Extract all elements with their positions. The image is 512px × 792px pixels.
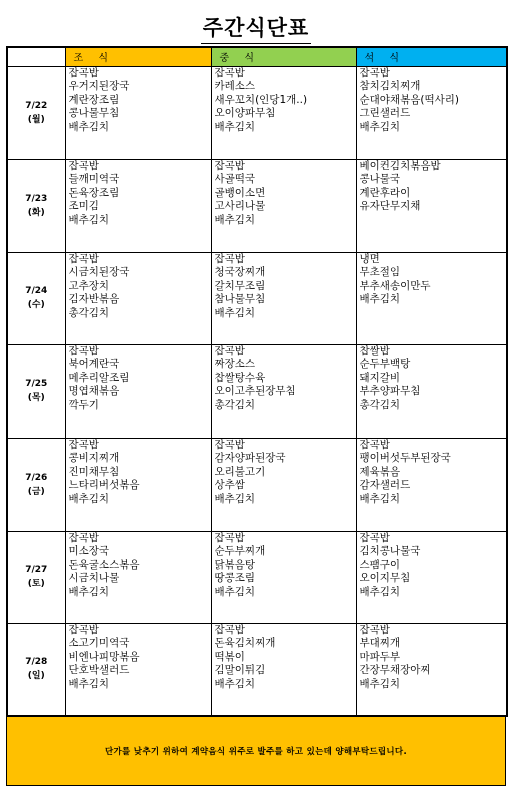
- day-date: 7/22: [25, 100, 48, 111]
- day-date: 7/25: [25, 379, 48, 389]
- day-date: 7/24: [25, 286, 48, 296]
- notice-box: [6, 716, 506, 786]
- menu-item: 계란장조림: [68, 93, 120, 106]
- breakfast-menu-list: [69, 532, 211, 600]
- menu-item: 무초절임: [359, 266, 401, 278]
- menu-item: 찹쌀밥: [359, 344, 390, 357]
- menu-item: 감자샐러드: [359, 479, 411, 491]
- menu-item: 배추김치: [359, 492, 401, 505]
- menu-item: 닭볶음탕: [214, 558, 256, 571]
- day-row: [7, 623, 507, 716]
- menu-item: 오이고추된장무침: [214, 385, 296, 397]
- menu-item: 짜장소스: [214, 358, 256, 370]
- day-row: [7, 159, 507, 252]
- menu-item: 고사리나물: [214, 200, 266, 212]
- menu-item: 오리불고기: [214, 465, 266, 478]
- menu-item: 배추김치: [214, 306, 256, 319]
- breakfast-menu-list: [69, 624, 211, 692]
- menu-item: 갈치무조림: [214, 279, 266, 292]
- lunch-menu-list: [215, 67, 356, 135]
- lunch-menu-list: [215, 345, 356, 413]
- dinner-cell: [356, 252, 507, 344]
- menu-item: 간장무채장아찌: [359, 664, 431, 676]
- menu-item: 잡곡밥: [68, 623, 99, 636]
- menu-item: 배추김치: [68, 120, 110, 133]
- lunch-cell: [211, 344, 356, 438]
- day-weekday: (월): [27, 114, 45, 125]
- menu-item: 느타리버섯볶음: [68, 479, 140, 491]
- menu-item: 베이컨김치볶음밥: [359, 159, 441, 172]
- menu-item: 오이양파무침: [214, 107, 276, 119]
- menu-item: 비엔나피망볶음: [68, 650, 140, 663]
- menu-item: 콩비지찌개: [68, 452, 120, 464]
- menu-item: 배추김치: [359, 120, 401, 133]
- menu-item: 소고기미역국: [68, 637, 130, 649]
- menu-item: 참치김치찌개: [359, 80, 421, 92]
- menu-item: 잡곡밥: [359, 438, 390, 451]
- breakfast-menu-list: [69, 67, 211, 135]
- menu-item: 청국장찌개: [214, 266, 266, 278]
- menu-item: 총각김치: [68, 306, 110, 319]
- menu-item: 콩나물국: [359, 173, 401, 185]
- menu-item: 고추장치: [68, 279, 110, 292]
- day-row: [7, 438, 507, 531]
- breakfast-cell: [65, 159, 211, 252]
- day-row: [7, 66, 507, 159]
- menu-item: 순두부백탕: [359, 358, 411, 370]
- day-date: 7/23: [25, 193, 48, 204]
- day-weekday: (목): [27, 393, 45, 403]
- menu-item: 부추새송이만두: [359, 279, 431, 292]
- lunch-cell: [211, 66, 356, 159]
- menu-item: 잡곡밥: [214, 344, 245, 357]
- menu-item: 잡곡밥: [214, 531, 245, 544]
- menu-item: 잡곡밥: [359, 531, 390, 544]
- menu-item: 배추김치: [214, 492, 256, 505]
- menu-item: 김말이튀김: [214, 664, 266, 676]
- lunch-cell: [211, 531, 356, 623]
- menu-item: 돈육김치찌개: [214, 637, 276, 649]
- menu-item: 총각김치: [359, 398, 401, 411]
- menu-item: 그린샐러드: [359, 107, 411, 119]
- lunch-menu-list: [215, 253, 356, 321]
- breakfast-menu-list: [69, 160, 211, 228]
- day-weekday: (금): [27, 486, 45, 497]
- header-dinner: 석 식: [356, 47, 507, 66]
- menu-item: 메추리알조림: [68, 371, 130, 384]
- menu-item: 잡곡밥: [68, 66, 99, 79]
- menu-item: 배추김치: [68, 585, 110, 598]
- menu-item: 깍두기: [68, 398, 99, 411]
- menu-item: 돈육굴소스볶음: [68, 558, 140, 571]
- menu-item: 마파두부: [359, 650, 401, 663]
- day-weekday: (토): [27, 579, 45, 589]
- header-lunch: 중 식: [211, 47, 356, 66]
- dinner-menu-list: [360, 67, 507, 135]
- menu-item: 팽이버섯두부된장국: [359, 452, 451, 464]
- menu-item: 김치콩나물국: [359, 545, 421, 557]
- menu-body: [7, 66, 507, 716]
- menu-item: 시금치나물: [68, 572, 120, 584]
- day-cell: [7, 66, 65, 159]
- menu-item: 잡곡밥: [68, 344, 99, 357]
- weekly-menu-table: [6, 46, 508, 717]
- header-blank-cell: [7, 47, 65, 66]
- menu-item: 순두부찌개: [214, 545, 266, 557]
- dinner-cell: [356, 66, 507, 159]
- menu-item: 잡곡밥: [359, 623, 390, 636]
- dinner-menu-list: [360, 253, 507, 307]
- dinner-cell: [356, 623, 507, 716]
- day-date: 7/26: [25, 472, 48, 483]
- lunch-menu-list: [215, 624, 356, 692]
- dinner-menu-list: [360, 532, 507, 600]
- dinner-cell: [356, 438, 507, 531]
- lunch-cell: [211, 252, 356, 344]
- breakfast-cell: [65, 531, 211, 623]
- lunch-menu-list: [215, 532, 356, 600]
- menu-item: 잡곡밥: [68, 159, 99, 172]
- menu-item: 잡곡밥: [68, 438, 99, 451]
- menu-item: 계란후라이: [359, 186, 411, 199]
- menu-item: 잡곡밥: [214, 66, 245, 79]
- day-cell: [7, 531, 65, 623]
- menu-item: 참나물무침: [214, 293, 266, 305]
- dinner-menu-list: [360, 624, 507, 692]
- breakfast-cell: [65, 66, 211, 159]
- notice-text: 단가를 낮추기 위하여 계약음식 위주로 발주를 하고 있는데 양해부탁드립니다.: [105, 747, 407, 757]
- menu-item: 잡곡밥: [214, 438, 245, 451]
- menu-item: 사골떡국: [214, 173, 256, 185]
- menu-item: 잡곡밥: [214, 252, 245, 265]
- day-cell: [7, 623, 65, 716]
- menu-item: 부대찌개: [359, 637, 401, 649]
- menu-item: 스팸구이: [359, 558, 401, 571]
- breakfast-cell: [65, 438, 211, 531]
- breakfast-cell: [65, 252, 211, 344]
- menu-item: 제육볶음: [359, 465, 401, 478]
- dinner-menu-list: [360, 160, 507, 214]
- header-row: [7, 47, 507, 66]
- dinner-menu-list: [360, 439, 507, 507]
- menu-item: 명엽채볶음: [68, 385, 120, 397]
- day-row: [7, 252, 507, 344]
- menu-item: 배추김치: [214, 120, 256, 133]
- menu-item: 시금치된장국: [68, 266, 130, 278]
- lunch-menu-list: [215, 160, 356, 228]
- day-row: [7, 531, 507, 623]
- menu-item: 김자반볶음: [68, 293, 120, 305]
- day-date: 7/28: [25, 657, 48, 668]
- dinner-cell: [356, 159, 507, 252]
- header-breakfast: 조 식: [65, 47, 211, 66]
- title-wrap: [0, 12, 512, 44]
- day-weekday: (일): [27, 671, 45, 682]
- menu-item: 부추양파무침: [359, 385, 421, 397]
- lunch-cell: [211, 159, 356, 252]
- lunch-cell: [211, 623, 356, 716]
- dinner-menu-list: [360, 345, 507, 413]
- day-weekday: (화): [27, 207, 45, 218]
- menu-item: 감자양파된장국: [214, 452, 286, 464]
- menu-item: 유자단무지채: [359, 200, 421, 212]
- menu-item: 새우꼬치(인당1개..): [214, 93, 308, 106]
- day-cell: [7, 438, 65, 531]
- menu-item: 총각김치: [214, 398, 256, 411]
- menu-item: 돈육장조림: [68, 186, 120, 199]
- lunch-cell: [211, 438, 356, 531]
- menu-item: 배추김치: [214, 585, 256, 598]
- menu-item: 잡곡밥: [214, 159, 245, 172]
- menu-item: 오이지무침: [359, 572, 411, 584]
- menu-item: 들깨미역국: [68, 173, 120, 185]
- menu-item: 냉면: [359, 252, 380, 265]
- breakfast-cell: [65, 623, 211, 716]
- breakfast-menu-list: [69, 345, 211, 413]
- day-row: [7, 344, 507, 438]
- menu-item: 조미김: [68, 200, 99, 212]
- menu-item: 상추쌈: [214, 479, 245, 491]
- breakfast-menu-list: [69, 439, 211, 507]
- day-cell: [7, 344, 65, 438]
- page-title: 주간식단표: [201, 12, 311, 44]
- menu-item: 골뱅이소면: [214, 186, 266, 199]
- breakfast-cell: [65, 344, 211, 438]
- menu-item: 땅콩조림: [214, 572, 256, 584]
- menu-item: 배추김치: [214, 677, 256, 690]
- menu-item: 배추김치: [359, 677, 401, 690]
- menu-item: 잡곡밥: [214, 623, 245, 636]
- day-date: 7/27: [25, 565, 48, 575]
- menu-item: 미소장국: [68, 545, 110, 557]
- menu-item: 우거지된장국: [68, 80, 130, 92]
- menu-item: 콩나물무침: [68, 107, 120, 119]
- menu-item: 찹쌀탕수육: [214, 371, 266, 384]
- menu-item: 배추김치: [359, 293, 401, 305]
- menu-item: 떡볶이: [214, 650, 245, 663]
- breakfast-menu-list: [69, 253, 211, 321]
- menu-item: 순대야채볶음(떡사리): [359, 93, 459, 106]
- menu-item: 잡곡밥: [68, 252, 99, 265]
- menu-item: 카레소스: [214, 80, 256, 92]
- menu-item: 배추김치: [68, 677, 110, 690]
- menu-item: 단호박샐러드: [68, 664, 130, 676]
- menu-item: 북어계란국: [68, 358, 120, 370]
- menu-item: 배추김치: [214, 213, 256, 226]
- menu-item: 돼지갈비: [359, 371, 401, 384]
- menu-item: 진미채무침: [68, 465, 120, 478]
- menu-item: 잡곡밥: [359, 66, 390, 79]
- dinner-cell: [356, 344, 507, 438]
- dinner-cell: [356, 531, 507, 623]
- menu-item: 잡곡밥: [68, 531, 99, 544]
- menu-item: 배추김치: [359, 585, 401, 598]
- menu-item: 배추김치: [68, 213, 110, 226]
- day-cell: [7, 159, 65, 252]
- menu-item: 배추김치: [68, 492, 110, 505]
- day-cell: [7, 252, 65, 344]
- lunch-menu-list: [215, 439, 356, 507]
- day-weekday: (수): [27, 300, 45, 310]
